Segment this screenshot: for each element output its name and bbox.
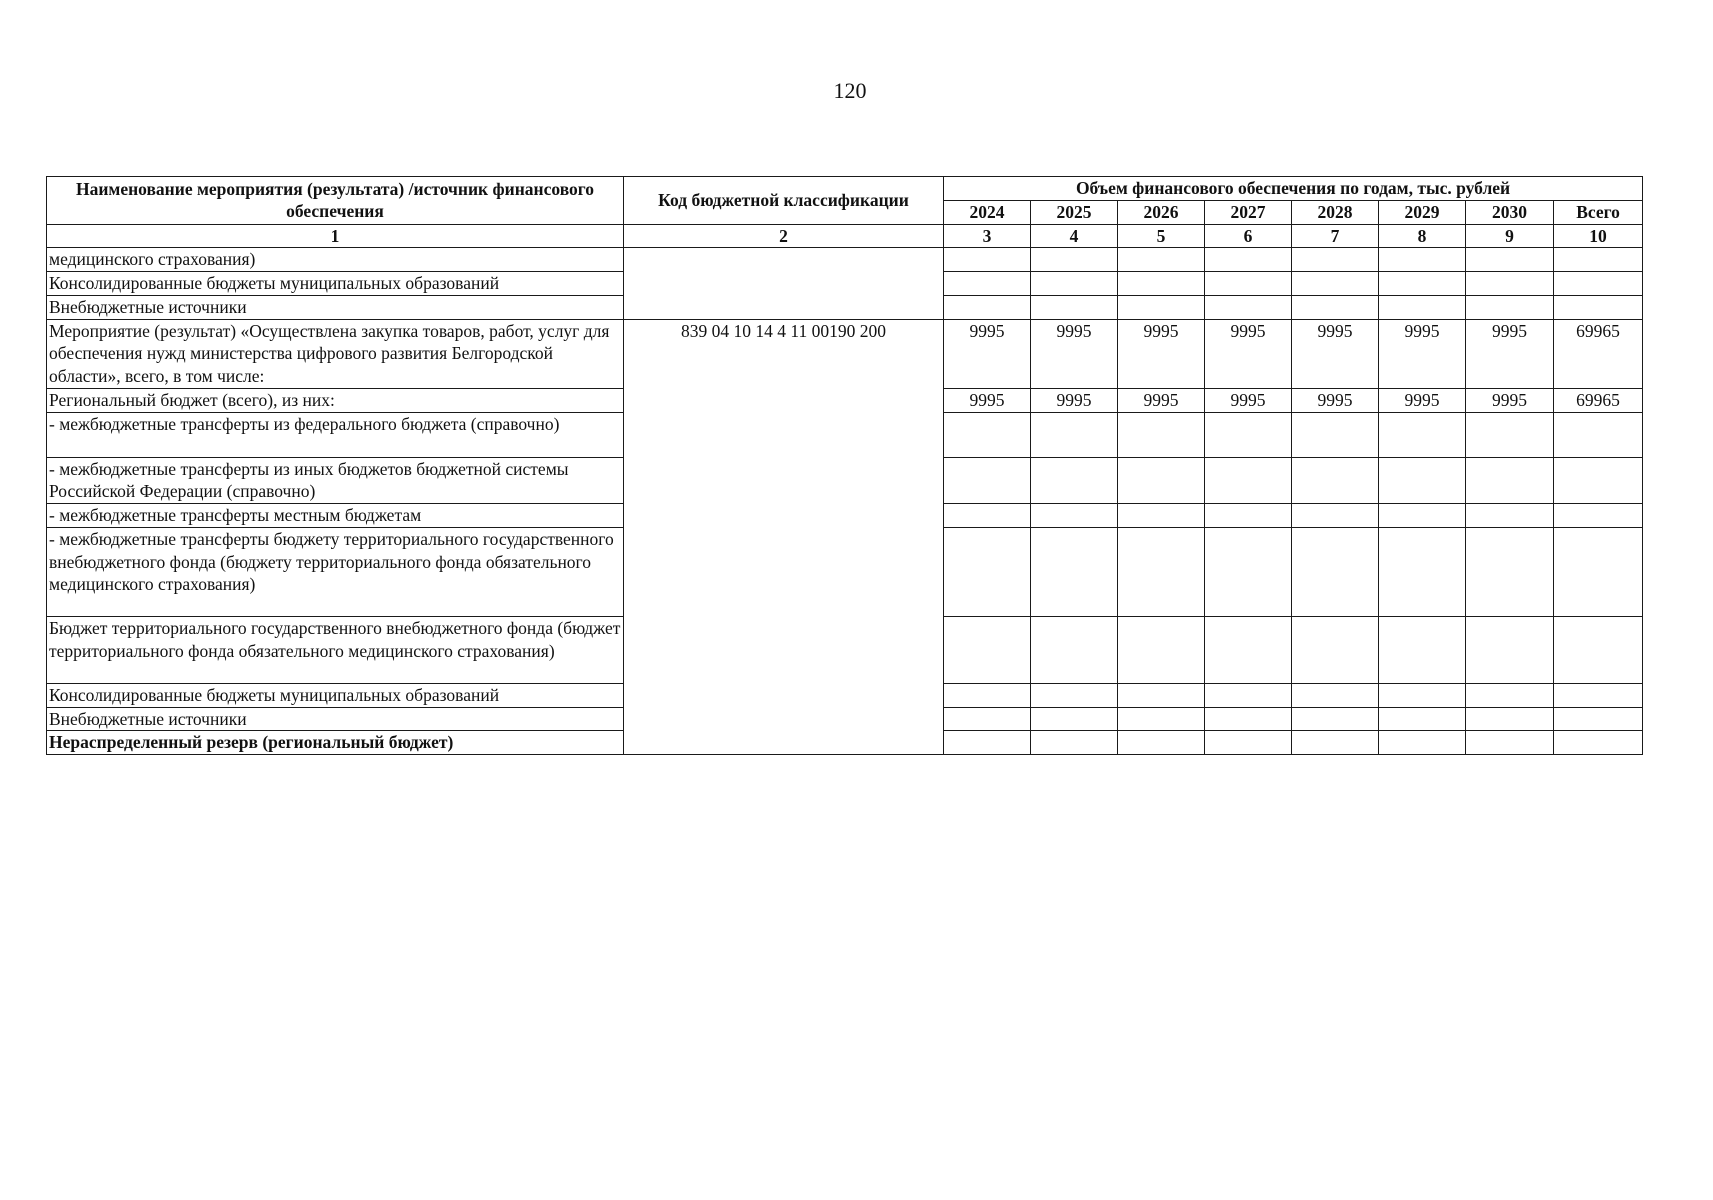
header-year: 2026	[1118, 200, 1205, 224]
row-code	[944, 731, 1031, 755]
value-cell: 9995	[1031, 319, 1118, 388]
row-code	[624, 248, 944, 319]
value-cell	[1292, 616, 1379, 683]
value-cell	[1379, 731, 1466, 755]
column-number: 4	[1031, 224, 1118, 248]
value-cell	[1031, 707, 1118, 731]
column-number: 1	[47, 224, 624, 248]
value-cell	[1379, 412, 1466, 457]
value-cell	[1118, 248, 1205, 272]
column-number: 8	[1379, 224, 1466, 248]
value-cell	[1118, 504, 1205, 528]
value-cell: 69965	[1554, 319, 1643, 388]
value-cell	[1379, 504, 1466, 528]
row-name: Бюджет территориального государственного внебюджетного фонда (бюджет территориального фонда обязательного медицинского страхования)	[47, 616, 624, 683]
value-cell	[1292, 527, 1379, 616]
row-name: - межбюджетные трансферты из иных бюджетов бюджетной системы Российской Федерации (справочно)	[47, 457, 624, 504]
value-cell	[1118, 707, 1205, 731]
header-year: 2029	[1379, 200, 1466, 224]
value-cell	[1466, 272, 1554, 296]
value-cell	[1031, 731, 1118, 755]
value-cell	[1554, 527, 1643, 616]
value-cell: 9995	[944, 388, 1031, 412]
value-cell	[1292, 295, 1379, 319]
column-numbers-row	[47, 224, 1643, 248]
value-cell	[944, 616, 1031, 683]
value-cell: 9995	[944, 319, 1031, 388]
column-number: 5	[1118, 224, 1205, 248]
value-cell	[1031, 412, 1118, 457]
value-cell	[1466, 248, 1554, 272]
value-cell	[1466, 616, 1554, 683]
value-cell	[1554, 295, 1643, 319]
value-cell: 9995	[1205, 388, 1292, 412]
value-cell	[1379, 707, 1466, 731]
row-name: - межбюджетные трансферты местным бюджетам	[47, 504, 624, 528]
value-cell	[1205, 616, 1292, 683]
header-total: Всего	[1554, 200, 1643, 224]
value-cell	[1031, 504, 1118, 528]
row-name: Нераспределенный резерв (региональный бюджет)	[47, 731, 624, 755]
value-cell: 9995	[1466, 388, 1554, 412]
value-cell	[1466, 412, 1554, 457]
value-cell	[1292, 248, 1379, 272]
row-name: Консолидированные бюджеты муниципальных образований	[47, 272, 624, 296]
header-year: 2030	[1466, 200, 1554, 224]
value-cell	[1118, 412, 1205, 457]
row-name: - межбюджетные трансферты из федерального бюджета (справочно)	[47, 412, 624, 457]
row-name: Мероприятие (результат) «Осуществлена закупка товаров, работ, услуг для обеспечения нужд министерства цифрового развития Белгородской области», всего, в том числе:	[47, 319, 624, 388]
row-name: Внебюджетные источники	[47, 295, 624, 319]
value-cell	[1205, 248, 1292, 272]
value-cell	[1205, 527, 1292, 616]
value-cell	[1118, 527, 1205, 616]
value-cell	[1554, 457, 1643, 504]
column-number: 6	[1205, 224, 1292, 248]
value-cell	[944, 504, 1031, 528]
value-cell	[1379, 616, 1466, 683]
value-cell	[1292, 731, 1379, 755]
column-number: 3	[944, 224, 1031, 248]
value-cell	[1118, 731, 1205, 755]
value-cell	[1554, 683, 1643, 707]
value-cell	[1205, 457, 1292, 504]
value-cell	[1554, 412, 1643, 457]
page-number: 120	[833, 78, 867, 103]
column-number: 2	[624, 224, 944, 248]
column-number: 9	[1466, 224, 1554, 248]
value-cell	[1379, 295, 1466, 319]
value-cell	[1118, 457, 1205, 504]
value-cell: 9995	[1292, 319, 1379, 388]
value-cell	[1554, 707, 1643, 731]
row-name: Внебюджетные источники	[47, 707, 624, 731]
value-cell	[1292, 412, 1379, 457]
value-cell	[1466, 527, 1554, 616]
value-cell	[944, 527, 1031, 616]
row-name: Консолидированные бюджеты муниципальных образований	[47, 683, 624, 707]
value-cell	[1205, 295, 1292, 319]
value-cell	[1554, 504, 1643, 528]
value-cell	[1205, 272, 1292, 296]
value-cell	[1205, 683, 1292, 707]
value-cell	[1379, 683, 1466, 707]
value-cell	[944, 272, 1031, 296]
table-row	[47, 248, 1643, 272]
value-cell	[1379, 527, 1466, 616]
value-cell	[1292, 457, 1379, 504]
header-year: 2027	[1205, 200, 1292, 224]
value-cell	[1205, 412, 1292, 457]
value-cell	[1554, 248, 1643, 272]
value-cell: 9995	[1031, 388, 1118, 412]
value-cell	[1205, 731, 1292, 755]
value-cell	[1379, 457, 1466, 504]
value-cell: 69965	[1554, 388, 1643, 412]
row-name: Региональный бюджет (всего), из них:	[47, 388, 624, 412]
value-cell	[1031, 295, 1118, 319]
value-cell	[1205, 707, 1292, 731]
value-cell	[944, 412, 1031, 457]
value-cell	[1118, 295, 1205, 319]
value-cell	[1205, 504, 1292, 528]
row-name: медицинского страхования)	[47, 248, 624, 272]
value-cell: 9995	[1118, 388, 1205, 412]
value-cell	[944, 248, 1031, 272]
value-cell	[1031, 248, 1118, 272]
value-cell	[1292, 504, 1379, 528]
value-cell	[1031, 272, 1118, 296]
value-cell: 9995	[1379, 319, 1466, 388]
value-cell	[1031, 457, 1118, 504]
column-number: 7	[1292, 224, 1379, 248]
value-cell	[1554, 616, 1643, 683]
value-cell	[1466, 683, 1554, 707]
header-year: 2025	[1031, 200, 1118, 224]
value-cell	[1118, 616, 1205, 683]
column-number: 10	[1554, 224, 1643, 248]
value-cell: 9995	[1379, 388, 1466, 412]
header-code: Код бюджетной классификации	[624, 177, 944, 225]
header-name: Наименование мероприятия (результата) /источник финансового обеспечения	[47, 177, 624, 225]
value-cell	[1379, 248, 1466, 272]
value-cell: 9995	[1466, 319, 1554, 388]
value-cell	[944, 707, 1031, 731]
value-cell	[1292, 683, 1379, 707]
value-cell	[1466, 504, 1554, 528]
row-name: - межбюджетные трансферты бюджету территориального государственного внебюджетного фонда (бюджету территориального фонда обязательного медицинского страхования)	[47, 527, 624, 616]
row-code: 839 04 10 14 4 11 00190 200	[624, 319, 944, 755]
table-row	[47, 319, 1643, 388]
value-cell: 9995	[1292, 388, 1379, 412]
value-cell	[1292, 707, 1379, 731]
header-volume: Объем финансового обеспечения по годам, тыс. рублей	[944, 177, 1643, 201]
value-cell	[1554, 272, 1643, 296]
value-cell	[1554, 731, 1643, 755]
value-cell	[1118, 683, 1205, 707]
value-cell	[1466, 707, 1554, 731]
financing-table	[46, 176, 1643, 755]
value-cell	[1379, 272, 1466, 296]
value-cell	[1466, 731, 1554, 755]
value-cell	[1118, 272, 1205, 296]
value-cell	[1031, 616, 1118, 683]
value-cell	[944, 457, 1031, 504]
value-cell	[1292, 272, 1379, 296]
value-cell: 9995	[1205, 319, 1292, 388]
value-cell	[944, 295, 1031, 319]
value-cell	[1031, 527, 1118, 616]
header-year: 2024	[944, 200, 1031, 224]
value-cell	[1466, 457, 1554, 504]
value-cell: 9995	[1118, 319, 1205, 388]
value-cell	[1466, 295, 1554, 319]
value-cell	[944, 683, 1031, 707]
value-cell	[1031, 683, 1118, 707]
header-year: 2028	[1292, 200, 1379, 224]
